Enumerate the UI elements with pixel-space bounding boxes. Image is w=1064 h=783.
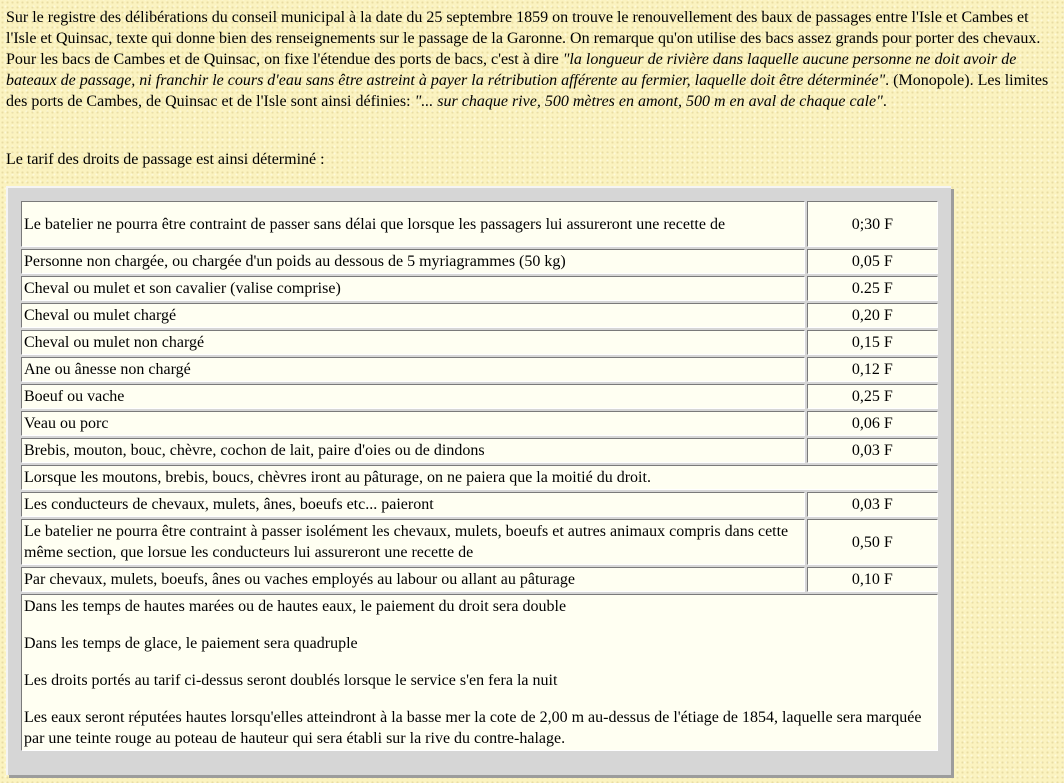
row-description: Le batelier ne pourra être contraint à passer isolément les chevaux, mulets, boeufs et autres animaux compris dans cette même section, que lorsue les conducteurs lui assureront une recette de — [21, 519, 805, 565]
row-description: Brebis, mouton, bouc, chèvre, cochon de lait, paire d'oies ou de dindons — [21, 438, 805, 463]
row-price: 0,10 F — [807, 567, 938, 592]
notes-cell — [21, 594, 938, 751]
table-row — [21, 201, 938, 247]
row-price: 0,25 F — [807, 384, 938, 409]
row-description: Boeuf ou vache — [21, 384, 805, 409]
table-row — [21, 303, 938, 328]
intro-paragraph — [6, 7, 1056, 112]
table-row — [21, 357, 938, 382]
row-price: 0.25 F — [807, 276, 938, 301]
intro-text-1: Sur le registre des délibérations du conseil municipal à la date du 25 septembre 1859 on trouve le renouvellement des baux de passages entre l'Isle et Cambes et l'Isle et Quinsac, texte qui donne bien des renseignements sur le passage de la Garonne. On remarque qu'on utilise des bacs assez grands pour porter des chevaux. Pour les bacs de Cambes et de Quinsac, on fixe l'étendue des ports de bacs, c'est à dire — [6, 9, 1041, 68]
note-water-level: Les eaux seront réputées hautes lorsqu'elles atteindront à la basse mer la cote de 2,00 m au-dessus de l'étiage de 1854, laquelle sera marquée par une teinte rouge au poteau de hauteur qui sera établi sur la rive du contre-halage. — [24, 709, 922, 747]
table-row — [21, 276, 938, 301]
row-price: 0;30 F — [807, 201, 938, 247]
row-description: Ane ou ânesse non chargé — [21, 357, 805, 382]
row-description: Cheval ou mulet non chargé — [21, 330, 805, 355]
row-price: 0,12 F — [807, 357, 938, 382]
note-high-water: Dans les temps de hautes marées ou de hautes eaux, le paiement du droit sera double — [24, 598, 567, 615]
intro-quote-2: "... sur chaque rive, 500 mètres en amont, 500 m en aval de chaque cale" — [414, 93, 883, 110]
table-row — [21, 567, 938, 592]
row-description: Cheval ou mulet et son cavalier (valise comprise) — [21, 276, 805, 301]
row-price: 0,20 F — [807, 303, 938, 328]
table-row — [21, 330, 938, 355]
table-row — [21, 519, 938, 565]
row-price: 0,03 F — [807, 438, 938, 463]
row-description: Les conducteurs de chevaux, mulets, ânes, boeufs etc... paieront — [21, 492, 805, 517]
row-description: Lorsque les moutons, brebis, boucs, chèvres iront au pâturage, on ne paiera que la moitié du droit. — [21, 465, 938, 490]
table-row — [21, 438, 938, 463]
row-description: Veau ou porc — [21, 411, 805, 436]
row-description: Par chevaux, mulets, boeufs, ânes ou vaches employés au labour ou allant au pâturage — [21, 567, 805, 592]
row-price: 0,06 F — [807, 411, 938, 436]
table-row — [21, 465, 938, 490]
intro-text-3: . — [882, 93, 887, 110]
table-row — [21, 249, 938, 274]
table-row — [21, 411, 938, 436]
row-price: 0,15 F — [807, 330, 938, 355]
row-price: 0,03 F — [807, 492, 938, 517]
row-description: Personne non chargée, ou chargée d'un poids au dessous de 5 myriagrammes (50 kg) — [21, 249, 805, 274]
intro-quote-1: "la longueur de rivière dans laquelle aucune personne ne doit avoir de bateaux de passage, ni franchir le cours d'eau sans être astreint à payer la rétribution afférente au fermier, laquelle doit être déterminée" — [6, 51, 1017, 89]
row-description: Cheval ou mulet chargé — [21, 303, 805, 328]
row-price: 0,50 F — [807, 519, 938, 565]
row-price: 0,05 F — [807, 249, 938, 274]
intro-text-2: . (Monopole). Les limites des ports de Cambes, de Quinsac et de l'Isle sont ainsi définies: — [6, 72, 1049, 110]
table-row — [21, 492, 938, 517]
note-ice: Dans les temps de glace, le paiement sera quadruple — [24, 635, 358, 652]
row-description: Le batelier ne pourra être contraint de passer sans délai que lorsque les passagers lui assureront une recette de — [21, 201, 805, 247]
table-row — [21, 594, 938, 751]
tarif-table — [19, 199, 940, 753]
tarif-table-frame — [6, 186, 951, 775]
note-night: Les droits portés au tarif ci-dessus seront doublés lorsque le service s'en fera la nuit — [24, 672, 558, 689]
table-row — [21, 384, 938, 409]
tarif-heading: Le tarif des droits de passage est ainsi déterminé : — [6, 151, 325, 168]
